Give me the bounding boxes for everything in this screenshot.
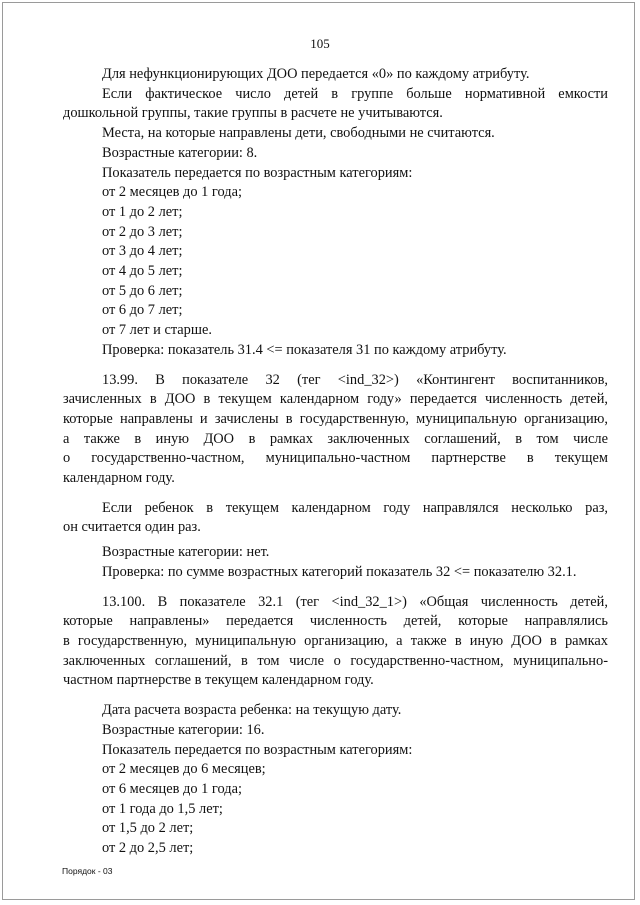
text-line: Места, на которые направлены дети, свободными не считаются. xyxy=(102,125,495,142)
text-line: Проверка: по сумме возрастных категорий показатель 32 <= показателю 32.1. xyxy=(102,563,577,580)
text-line: от 5 до 6 лет; xyxy=(102,282,183,299)
text-line: а также в иную ДОО в рамках заключенных соглашений, в том числе xyxy=(63,430,608,447)
text-line: которые направлены» передается численность детей, которые направлялись xyxy=(63,613,608,630)
text-line: от 1 года до 1,5 лет; xyxy=(102,800,223,817)
text-line: от 2 месяцев до 6 месяцев; xyxy=(102,761,266,778)
text-line: частном партнерстве в текущем календарном году. xyxy=(63,672,374,689)
text-line: Возрастные категории: 16. xyxy=(102,721,265,738)
text-line: Проверка: показатель 31.4 <= показателя 31 по каждому атрибуту. xyxy=(102,341,507,358)
text-line: от 6 месяцев до 1 года; xyxy=(102,780,242,797)
text-line: он считается один раз. xyxy=(63,519,201,536)
text-line: Для нефункционирующих ДОО передается «0» по каждому атрибуту. xyxy=(102,66,530,82)
text-line: Возрастные категории: 8. xyxy=(102,144,258,161)
text-line: от 2 до 2,5 лет; xyxy=(102,840,194,857)
text-line: Если фактическое число детей в группе больше нормативной емкости xyxy=(102,85,608,102)
text-line: календарном году. xyxy=(63,470,175,487)
text-line: от 1 до 2 лет; xyxy=(102,203,183,220)
text-line: о государственно-частном, муниципально-частном партнерстве в текущем xyxy=(63,450,608,467)
text-line: в государственную, муниципальную организацию, а также в иную ДОО в рамках xyxy=(63,632,608,649)
text-line: Дата расчета возраста ребенка: на текущую дату. xyxy=(102,702,402,719)
page-footer: Порядок - 03 xyxy=(62,866,113,876)
text-line: 13.99. В показателе 32 (тег <ind_32>) «Контингент воспитанников, xyxy=(102,371,608,388)
text-line: от 1,5 до 2 лет; xyxy=(102,820,194,837)
text-line: Возрастные категории: нет. xyxy=(102,544,270,561)
document-body xyxy=(63,65,608,859)
text-line: заключенных соглашений, в том числе о государственно-частном, муниципально- xyxy=(63,652,608,669)
text-line: Если ребенок в текущем календарном году направлялся несколько раз, xyxy=(102,499,608,516)
text-line: 13.100. В показателе 32.1 (тег <ind_32_1>) «Общая численность детей, xyxy=(102,593,608,610)
page-number: 105 xyxy=(310,36,330,51)
text-line: от 2 до 3 лет; xyxy=(102,223,183,240)
text-line: от 6 до 7 лет; xyxy=(102,302,183,319)
text-line: зачисленных в ДОО в текущем календарном году» передается численность детей, xyxy=(63,391,608,408)
text-line: от 2 месяцев до 1 года; xyxy=(102,184,242,201)
text-line: от 7 лет и старше. xyxy=(102,322,212,339)
text-line: которые направлены и зачислены в государственную, муниципальную организацию, xyxy=(63,410,608,427)
text-line: от 4 до 5 лет; xyxy=(102,263,183,280)
text-line: от 3 до 4 лет; xyxy=(102,243,183,260)
text-line: Показатель передается по возрастным категориям: xyxy=(102,741,413,758)
text-line: дошкольной группы, такие группы в расчете не учитываются. xyxy=(63,105,443,122)
text-line: Показатель передается по возрастным категориям: xyxy=(102,164,413,181)
